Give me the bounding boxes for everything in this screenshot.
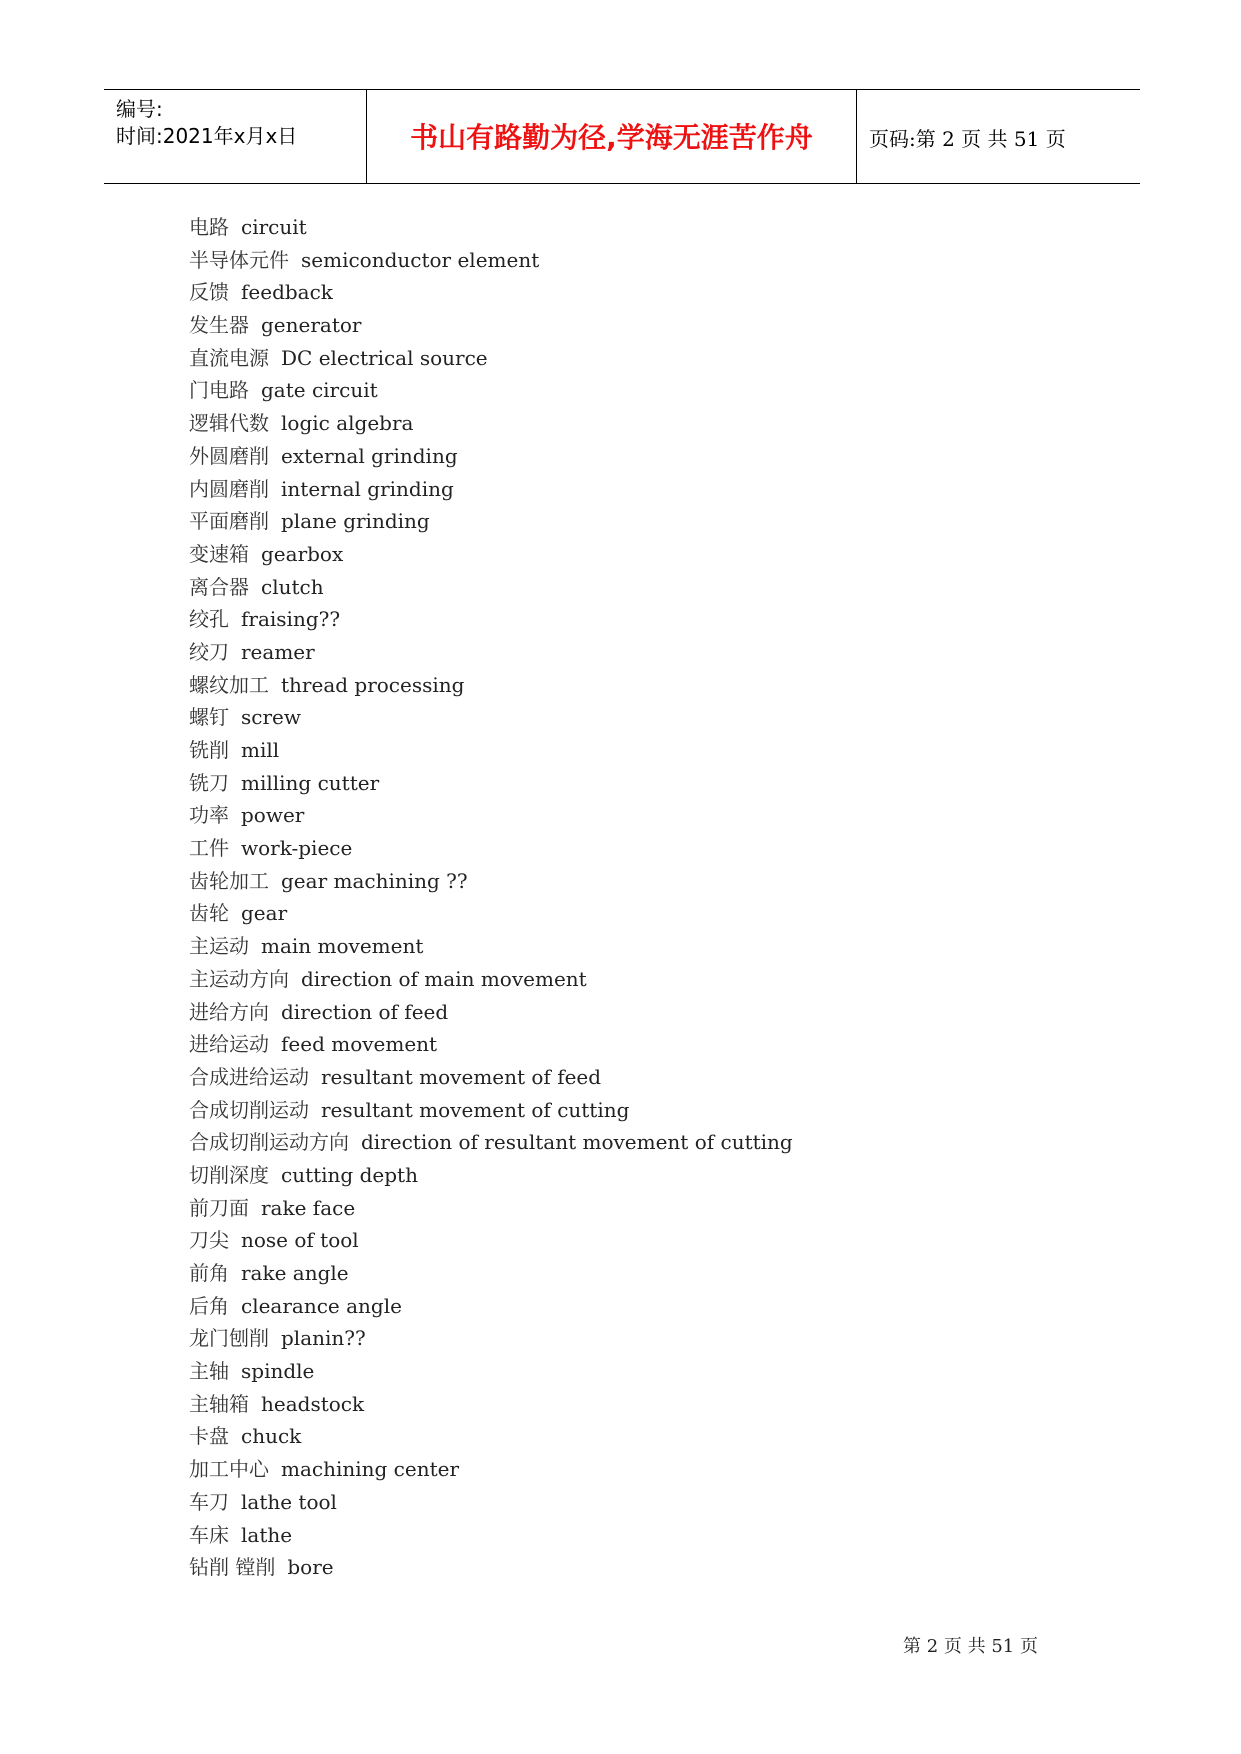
term-english: machining center xyxy=(281,1457,460,1482)
glossary-item xyxy=(189,1159,1089,1192)
term-chinese: 主运动 xyxy=(189,934,249,959)
glossary-item xyxy=(189,1192,1089,1225)
document-number-label: 编号: xyxy=(116,97,163,121)
term-chinese: 外圆磨削 xyxy=(189,443,269,468)
header-motto-cell xyxy=(367,90,857,183)
glossary-item xyxy=(189,1355,1089,1388)
glossary-item xyxy=(189,767,1089,800)
glossary-item xyxy=(189,1519,1089,1552)
term-english: chuck xyxy=(241,1424,302,1449)
header-info-cell xyxy=(104,90,367,183)
term-chinese: 进给运动 xyxy=(189,1032,269,1057)
term-english: main movement xyxy=(261,934,424,959)
glossary-item xyxy=(189,996,1089,1029)
term-english: direction of resultant movement of cutting xyxy=(361,1130,793,1155)
header-motto: 书山有路勤为径,学海无涯苦作舟 xyxy=(410,121,813,154)
term-english: plane grinding xyxy=(281,509,430,534)
term-chinese: 功率 xyxy=(189,803,229,828)
term-chinese: 钻削 镗削 xyxy=(189,1555,276,1580)
glossary-item xyxy=(189,1257,1089,1290)
term-chinese: 螺钉 xyxy=(189,705,229,730)
glossary-item xyxy=(189,734,1089,767)
glossary-item xyxy=(189,505,1089,538)
term-chinese: 切削深度 xyxy=(189,1162,269,1187)
term-english: logic algebra xyxy=(281,411,414,436)
term-chinese: 离合器 xyxy=(189,574,249,599)
term-english: circuit xyxy=(241,215,307,239)
term-english: work-piece xyxy=(241,836,353,861)
term-english: direction of feed xyxy=(281,999,449,1024)
term-chinese: 逻辑代数 xyxy=(189,411,269,436)
glossary-item xyxy=(189,865,1089,898)
term-chinese: 加工中心 xyxy=(189,1457,269,1482)
term-chinese: 电路 xyxy=(189,215,229,239)
term-english: lathe tool xyxy=(241,1489,337,1514)
glossary-item xyxy=(189,1061,1089,1094)
term-chinese: 车刀 xyxy=(189,1489,229,1514)
term-english: gear machining ?? xyxy=(281,868,468,893)
term-english: resultant movement of feed xyxy=(321,1064,602,1089)
glossary-item xyxy=(189,1224,1089,1257)
glossary-item xyxy=(189,342,1089,375)
term-english: lathe xyxy=(241,1522,293,1547)
term-english: clutch xyxy=(261,574,324,599)
glossary-item xyxy=(189,244,1089,277)
term-chinese: 主运动方向 xyxy=(189,966,289,991)
glossary-item xyxy=(189,1094,1089,1127)
term-chinese: 门电路 xyxy=(189,378,249,403)
glossary-item xyxy=(189,636,1089,669)
term-chinese: 合成切削运动 xyxy=(189,1097,309,1122)
page-header xyxy=(104,89,1140,184)
glossary-item xyxy=(189,374,1089,407)
term-chinese: 内圆磨削 xyxy=(189,476,269,501)
glossary-item xyxy=(189,603,1089,636)
glossary-item xyxy=(189,1388,1089,1421)
glossary-item xyxy=(189,1126,1089,1159)
term-chinese: 后角 xyxy=(189,1293,229,1318)
glossary-item xyxy=(189,669,1089,702)
term-chinese: 变速箱 xyxy=(189,541,249,566)
glossary-item xyxy=(189,1453,1089,1486)
term-chinese: 合成切削运动方向 xyxy=(189,1130,349,1155)
term-chinese: 铣刀 xyxy=(189,770,229,795)
glossary-item xyxy=(189,1290,1089,1323)
glossary-item xyxy=(189,1322,1089,1355)
term-english: feedback xyxy=(241,280,333,305)
term-english: direction of main movement xyxy=(301,966,587,991)
term-chinese: 主轴 xyxy=(189,1359,229,1384)
glossary-item xyxy=(189,832,1089,865)
glossary-item xyxy=(189,1420,1089,1453)
glossary-list xyxy=(189,211,1089,1584)
term-english: mill xyxy=(241,738,280,762)
term-english: gearbox xyxy=(261,541,344,566)
glossary-item xyxy=(189,897,1089,930)
term-chinese: 平面磨削 xyxy=(189,509,269,534)
glossary-item xyxy=(189,571,1089,604)
term-english: rake angle xyxy=(241,1261,349,1285)
glossary-item xyxy=(189,440,1089,473)
term-english: nose of tool xyxy=(241,1228,359,1253)
glossary-item xyxy=(189,799,1089,832)
header-page-cell xyxy=(857,90,1140,183)
term-english: semiconductor element xyxy=(301,247,540,272)
term-english: fraising?? xyxy=(241,607,341,632)
term-english: external grinding xyxy=(281,443,458,468)
term-chinese: 车床 xyxy=(189,1522,229,1547)
term-english: resultant movement of cutting xyxy=(321,1097,630,1122)
term-english: reamer xyxy=(241,639,315,664)
glossary-item xyxy=(189,473,1089,506)
term-chinese: 反馈 xyxy=(189,280,229,305)
term-english: power xyxy=(241,803,305,828)
glossary-item xyxy=(189,1486,1089,1519)
term-english: cutting depth xyxy=(281,1162,418,1187)
term-chinese: 合成进给运动 xyxy=(189,1064,309,1089)
glossary-item xyxy=(189,407,1089,440)
glossary-item xyxy=(189,930,1089,963)
term-english: thread processing xyxy=(281,672,465,697)
glossary-item xyxy=(189,309,1089,342)
term-english: generator xyxy=(261,313,362,338)
term-chinese: 主轴箱 xyxy=(189,1391,249,1416)
term-chinese: 龙门刨削 xyxy=(189,1326,269,1351)
term-english: gate circuit xyxy=(261,378,378,403)
term-chinese: 工件 xyxy=(189,836,229,861)
term-english: clearance angle xyxy=(241,1293,402,1318)
term-english: internal grinding xyxy=(281,476,454,501)
term-chinese: 前角 xyxy=(189,1261,229,1285)
term-chinese: 齿轮加工 xyxy=(189,868,269,893)
glossary-item xyxy=(189,963,1089,996)
term-chinese: 螺纹加工 xyxy=(189,672,269,697)
term-chinese: 前刀面 xyxy=(189,1195,249,1220)
term-english: planin?? xyxy=(281,1326,366,1351)
glossary-item xyxy=(189,538,1089,571)
term-english: screw xyxy=(241,705,301,730)
document-date: 时间:2021年x月x日 xyxy=(116,124,298,148)
term-chinese: 铣削 xyxy=(189,738,229,762)
term-chinese: 卡盘 xyxy=(189,1424,229,1449)
term-chinese: 刀尖 xyxy=(189,1228,229,1253)
term-chinese: 齿轮 xyxy=(189,901,229,926)
term-english: milling cutter xyxy=(241,770,380,795)
glossary-item xyxy=(189,1028,1089,1061)
term-chinese: 直流电源 xyxy=(189,345,269,370)
glossary-item xyxy=(189,276,1089,309)
term-english: rake face xyxy=(261,1195,356,1220)
term-english: feed movement xyxy=(281,1032,438,1057)
term-chinese: 半导体元件 xyxy=(189,247,289,272)
glossary-item xyxy=(189,701,1089,734)
header-page-number: 页码:第 2 页 共 51 页 xyxy=(869,127,1066,151)
term-english: headstock xyxy=(261,1391,365,1416)
term-chinese: 绞孔 xyxy=(189,607,229,632)
term-english: spindle xyxy=(241,1359,315,1384)
term-english: gear xyxy=(241,901,288,926)
page-footer-number: 第 2 页 共 51 页 xyxy=(903,1636,1038,1657)
term-english: DC electrical source xyxy=(281,345,488,370)
glossary-item xyxy=(189,211,1089,244)
term-english: bore xyxy=(287,1555,334,1580)
term-chinese: 绞刀 xyxy=(189,639,229,664)
term-chinese: 进给方向 xyxy=(189,999,269,1024)
glossary-item xyxy=(189,1551,1089,1584)
term-chinese: 发生器 xyxy=(189,313,249,338)
